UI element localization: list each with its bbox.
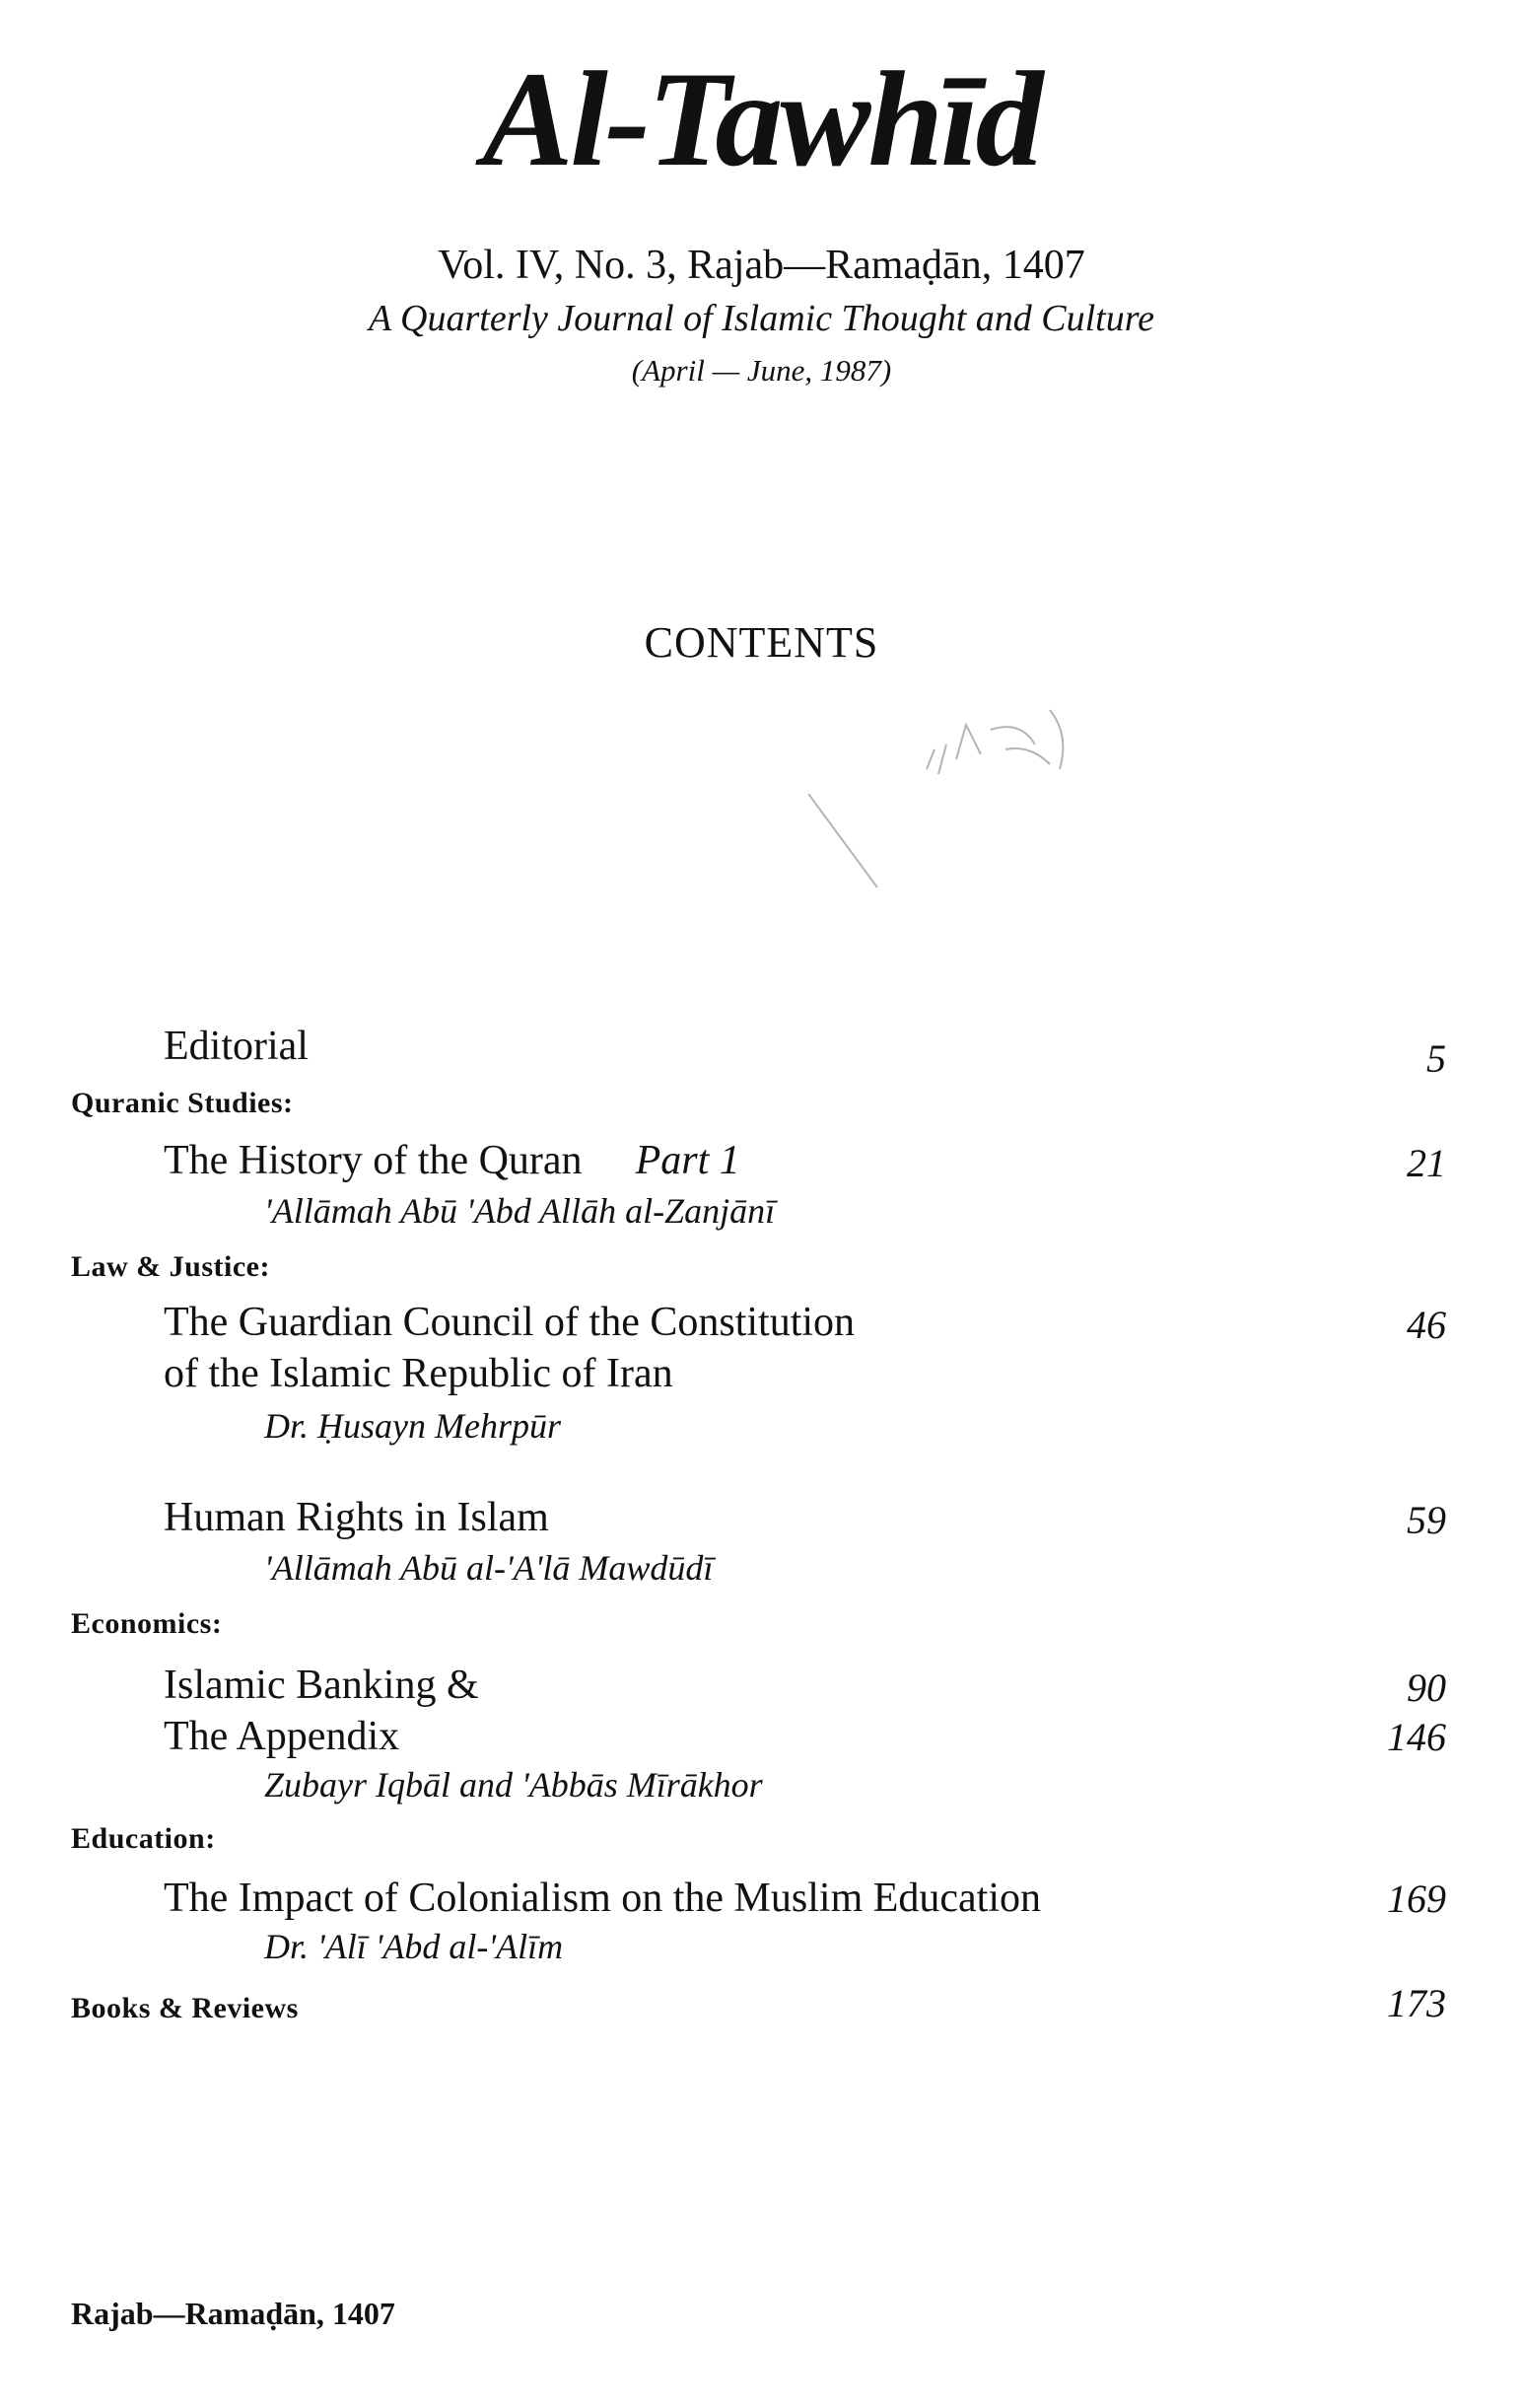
toc-page-human-rights: 59: [1407, 1498, 1446, 1542]
section-label-education: Education:: [71, 1822, 216, 1855]
contents-heading: CONTENTS: [644, 618, 879, 667]
toc-author-history-quran: 'Allāmah Abū 'Abd Allāh al-Zanjānī: [264, 1191, 776, 1231]
history-quran-part: Part 1: [635, 1138, 740, 1183]
journal-subtitle: A Quarterly Journal of Islamic Thought and Culture: [369, 298, 1154, 339]
faint-stamp-mark: [808, 690, 1134, 887]
page-footer: Rajab—Ramaḍān, 1407: [71, 2296, 395, 2331]
toc-page-islamic-banking: 90: [1407, 1665, 1446, 1710]
toc-title-editorial: Editorial: [164, 1024, 309, 1069]
section-label-quranic-studies: Quranic Studies:: [71, 1087, 294, 1119]
journal-title: Al-Tawhīd: [482, 43, 1041, 194]
toc-title-guardian-council-line2: of the Islamic Republic of Iran: [164, 1351, 673, 1396]
toc-title-colonialism: The Impact of Colonialism on the Muslim Education: [164, 1876, 1042, 1921]
toc-title-human-rights: Human Rights in Islam: [164, 1495, 549, 1540]
toc-page-history-quran: 21: [1407, 1141, 1446, 1185]
toc-title-guardian-council-line1: The Guardian Council of the Constitution: [164, 1300, 856, 1345]
section-label-law-justice: Law & Justice:: [71, 1250, 270, 1283]
toc-author-human-rights: 'Allāmah Abū al-'A'lā Mawdūdī: [264, 1548, 714, 1588]
issue-dates: (April — June, 1987): [631, 353, 892, 388]
toc-page-editorial: 5: [1426, 1036, 1446, 1081]
toc-author-colonialism: Dr. 'Alī 'Abd al-'Alīm: [264, 1927, 564, 1966]
section-label-economics: Economics:: [71, 1607, 223, 1640]
toc-title-appendix: The Appendix: [164, 1714, 400, 1759]
toc-author-economics: Zubayr Iqbāl and 'Abbās Mīrākhor: [264, 1765, 763, 1805]
toc-page-colonialism: 169: [1387, 1877, 1446, 1921]
history-quran-title-text: The History of the Quran: [164, 1138, 583, 1183]
toc-title-islamic-banking: Islamic Banking &: [164, 1663, 479, 1708]
toc-author-guardian-council: Dr. Ḥusayn Mehrpūr: [264, 1406, 561, 1446]
toc-title-history-quran: [164, 1140, 740, 1181]
toc-page-guardian-council: 46: [1407, 1303, 1446, 1347]
section-label-books-reviews: Books & Reviews: [71, 1992, 299, 2024]
toc-page-books-reviews: 173: [1387, 1981, 1446, 2025]
issue-line: Vol. IV, No. 3, Rajab—Ramaḍān, 1407: [438, 243, 1085, 288]
toc-page-appendix: 146: [1387, 1715, 1446, 1759]
